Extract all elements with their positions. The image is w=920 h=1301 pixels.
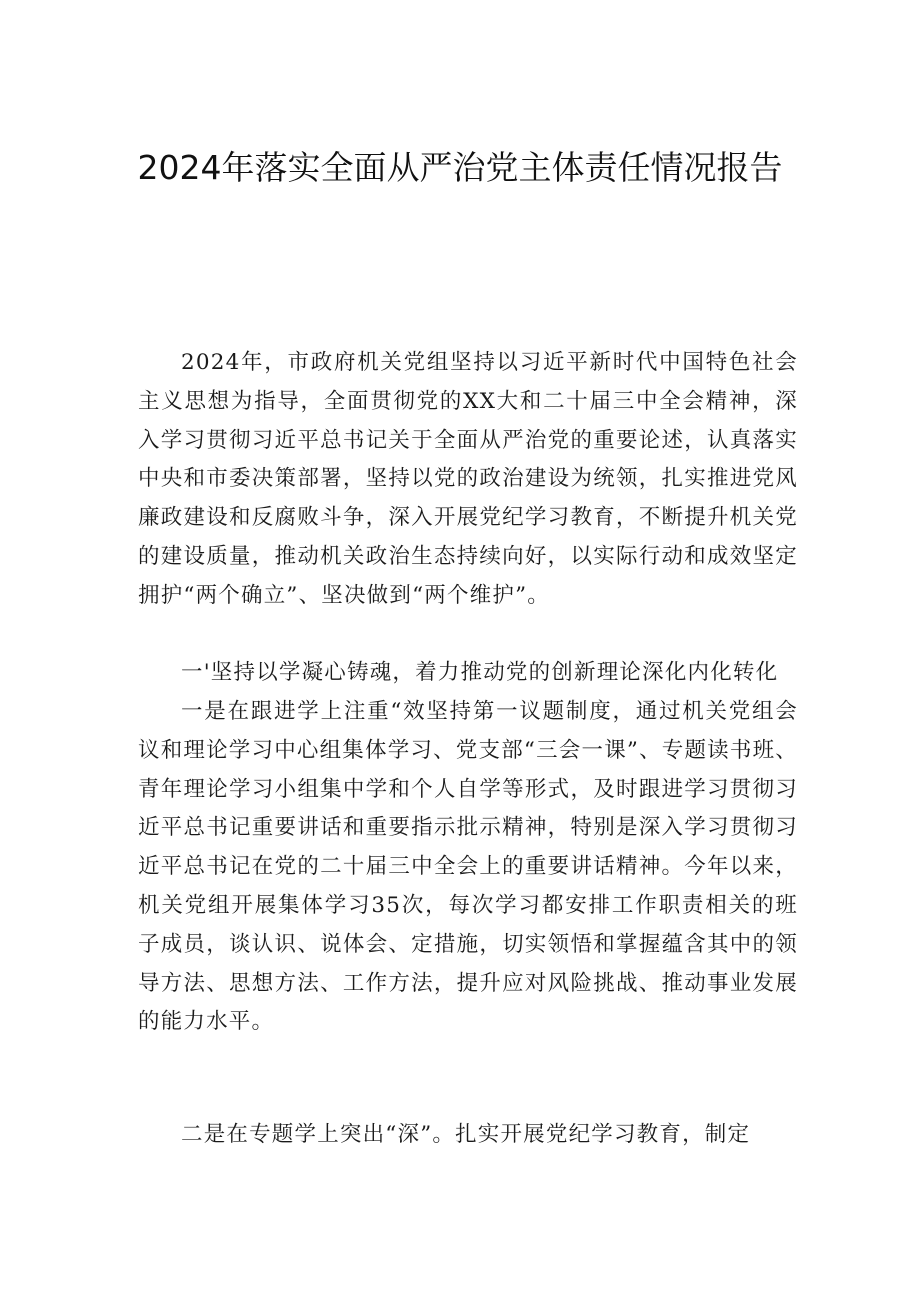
paragraph-text: 二是在专题学上突出“深”。扎实开展党纪学习教育，制定 [181,1122,751,1147]
paragraph-text: 一是在跟进学上注重“效坚持第一议题制度，通过机关党组会议和理论学习中心组集体学习、党支部“三会一课”、专题读书班、青年理论学习小组集中学和个人自学等形式，及时跟进学习贯彻习近平总书记重要讲话和重要指示批示精神，特别是深入学习贯彻习近平总书记在党的二十届三中全会上的重要讲话精神。今年以来，机关党组开展集体学习35次，每次学习都安排工作职责相关的班子成员，谈认识、说体会、定措施，切实领悟和掌握蕴含其中的领导方法、思想方法、工作方法，提升应对风险挑战、推动事业发展的能力水平。 [138,699,798,1035]
paragraph-follow-up-study [138,693,798,1042]
section-heading-text: 一'坚持以学凝心铸魂，着力推动党的创新理论深化内化转化 [181,660,779,685]
paragraph-intro [138,344,798,616]
paragraph-text: 2024年，市政府机关党组坚持以习近平新时代中国特色社会主义思想为指导，全面贯彻党的XX大和二十届三中全会精神，深入学习贯彻习近平总书记关于全面从严治党的重要论述，认真落实中央和市委决策部署，坚持以党的政治建设为统领，扎实推进党风廉政建设和反腐败斗争，深入开展党纪学习教育，不断提升机关党的建设质量，推动机关政治生态持续向好，以实际行动和成效坚定拥护“两个确立”、坚决做到“两个维护”。 [138,350,798,608]
document-title: 2024年落实全面从严治党主体责任情况报告 [137,148,783,187]
section-heading-1 [138,654,798,693]
paragraph-thematic-study [138,1116,798,1155]
